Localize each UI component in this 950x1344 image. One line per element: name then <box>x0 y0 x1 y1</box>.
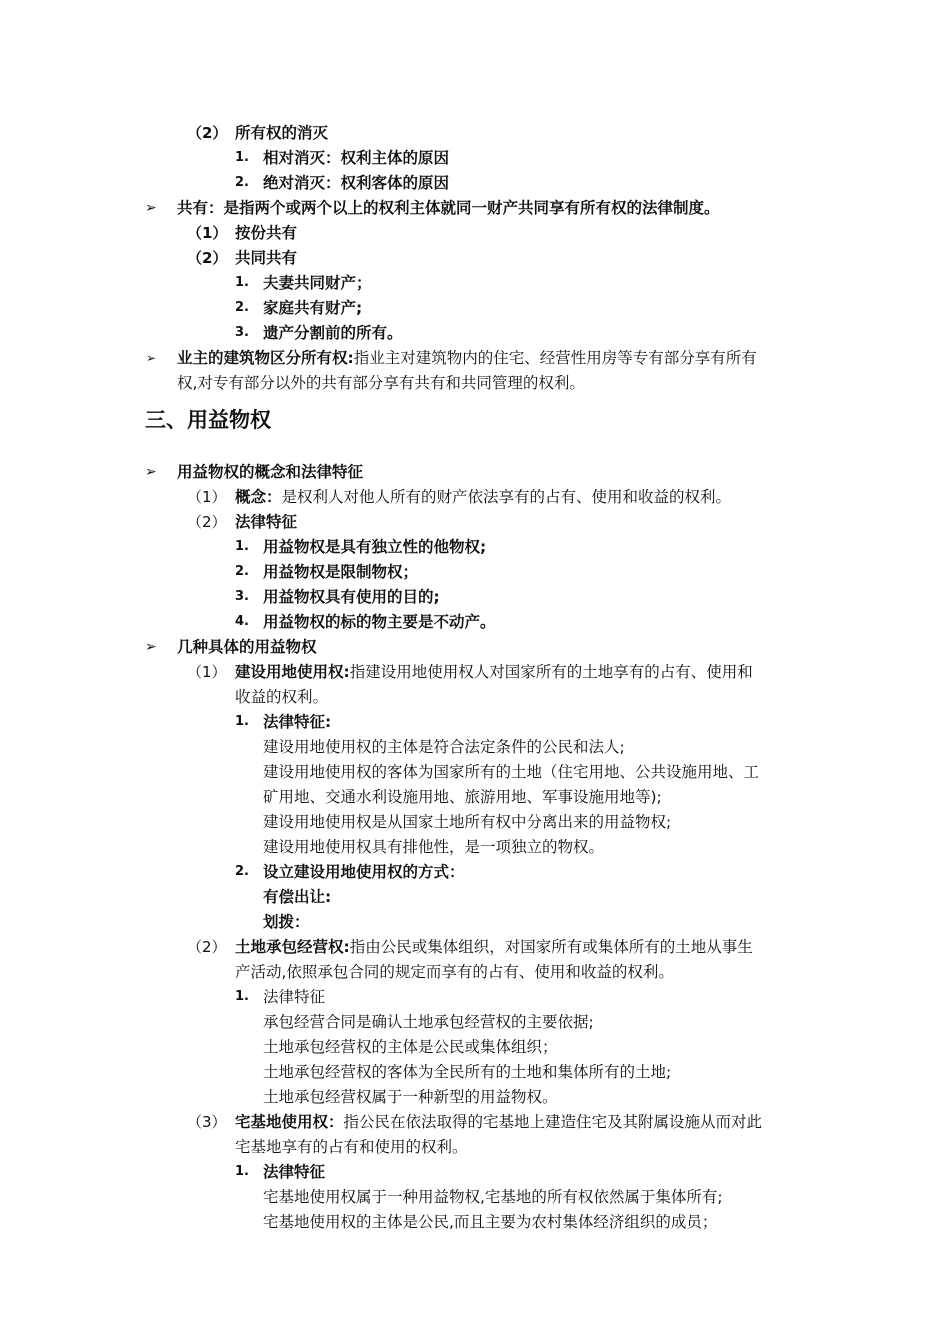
list-item: 用益物权具有使用的目的; <box>263 588 440 606</box>
list-item-continuation: 权,对专有部分以外的共有部分享有共有和共同管理的权利。 <box>177 374 585 392</box>
body-text: 承包经营合同是确认土地承包经营权的主要依据; <box>263 1013 594 1031</box>
list-item: 相对消灭：权利主体的原因 <box>263 149 450 167</box>
list-marker: 2. <box>235 175 249 190</box>
body-text: 矿用地、交通水利设施用地、旅游用地、军事设施用地等); <box>263 788 662 806</box>
body-text: 宅基地使用权的主体是公民,而且主要为农村集体经济组织的成员； <box>263 1213 718 1231</box>
list-marker: （2） <box>187 249 228 267</box>
list-item: 法律特征 <box>235 513 298 531</box>
list-marker: 2. <box>235 300 249 315</box>
list-item: 用益物权是具有独立性的他物权; <box>263 538 487 556</box>
body-text: 土地承包经营权的主体是公民或集体组织； <box>263 1038 558 1056</box>
list-marker: 1. <box>235 989 249 1004</box>
list-item: 法律特征 <box>263 1163 326 1181</box>
list-marker: （2） <box>187 938 227 956</box>
list-marker: （1） <box>187 663 227 681</box>
list-marker: 1. <box>235 539 249 554</box>
list-item: 所有权的消灭 <box>235 124 329 142</box>
arrow-bullet-icon: ➢ <box>145 464 157 480</box>
body-text: 有偿出让: <box>263 888 332 906</box>
list-marker: （1） <box>187 488 227 506</box>
list-marker: （2） <box>187 513 227 531</box>
list-marker: 2. <box>235 564 249 579</box>
body-text: 建设用地使用权的客体为国家所有的土地（住宅用地、公共设施用地、工 <box>263 763 760 781</box>
body-text: 建设用地使用权的主体是符合法定条件的公民和法人; <box>263 738 625 756</box>
body-text: 建设用地使用权是从国家土地所有权中分离出来的用益物权; <box>263 813 672 831</box>
body-text: 土地承包经营权属于一种新型的用益物权。 <box>263 1088 558 1106</box>
body-text: 宅基地使用权属于一种用益物权,宅基地的所有权依然属于集体所有; <box>263 1188 723 1206</box>
section-heading: 三、用益物权 <box>145 408 271 432</box>
list-item: 法律特征: <box>263 713 332 731</box>
body-text: 划拨： <box>263 913 310 931</box>
list-item: 夫妻共同财产； <box>263 274 372 292</box>
list-marker: 3. <box>235 325 249 340</box>
list-marker: 1. <box>235 1164 249 1179</box>
list-marker: 3. <box>235 589 249 604</box>
arrow-bullet-icon: ➢ <box>145 200 157 216</box>
list-item: 设立建设用地使用权的方式： <box>263 863 465 881</box>
list-item: 按份共有 <box>235 224 298 242</box>
list-item-continuation: 产活动,依照承包合同的规定而享有的占有、使用和收益的权利。 <box>235 963 674 981</box>
list-marker: 1. <box>235 275 249 290</box>
list-marker: 2. <box>235 864 249 879</box>
list-item: 业主的建筑物区分所有权:指业主对建筑物内的住宅、经营性用房等专有部分享有所有 <box>177 349 757 367</box>
body-text: 土地承包经营权的客体为全民所有的土地和集体所有的土地; <box>263 1063 672 1081</box>
list-item: 土地承包经营权:指由公民或集体组织，对国家所有或集体所有的土地从事生 <box>235 938 753 956</box>
list-item: 遗产分割前的所有。 <box>263 324 403 342</box>
list-item: 概念：是权利人对他人所有的财产依法享有的占有、使用和收益的权利。 <box>235 488 732 506</box>
list-item: 几种具体的用益物权 <box>177 638 317 656</box>
list-marker: （3） <box>187 1113 227 1131</box>
list-item-continuation: 收益的权利。 <box>235 688 329 706</box>
list-marker: （1） <box>187 224 228 242</box>
list-marker: （2） <box>187 124 228 142</box>
list-item: 宅基地使用权：指公民在依法取得的宅基地上建造住宅及其附属设施从而对此 <box>235 1113 763 1131</box>
list-marker: 1. <box>235 150 249 165</box>
list-item: 建设用地使用权:指建设用地使用权人对国家所有的土地享有的占有、使用和 <box>235 663 753 681</box>
list-marker: 1. <box>235 714 249 729</box>
list-item: 法律特征 <box>263 988 326 1006</box>
list-item-continuation: 宅基地享有的占有和使用的权利。 <box>235 1138 468 1156</box>
list-item: 用益物权的标的物主要是不动产。 <box>263 613 496 631</box>
body-text: 建设用地使用权具有排他性，是一项独立的物权。 <box>263 838 605 856</box>
list-item: 用益物权是限制物权； <box>263 563 419 581</box>
list-item: 用益物权的概念和法律特征 <box>177 463 364 481</box>
list-item: 绝对消灭：权利客体的原因 <box>263 174 450 192</box>
arrow-bullet-icon: ➢ <box>145 639 157 655</box>
list-marker: 4. <box>235 614 249 629</box>
list-item: 家庭共有财产; <box>263 299 363 317</box>
list-item: 共有：是指两个或两个以上的权利主体就同一财产共同享有所有权的法律制度。 <box>177 199 720 217</box>
arrow-bullet-icon: ➢ <box>146 351 157 365</box>
list-item: 共同共有 <box>235 249 298 267</box>
